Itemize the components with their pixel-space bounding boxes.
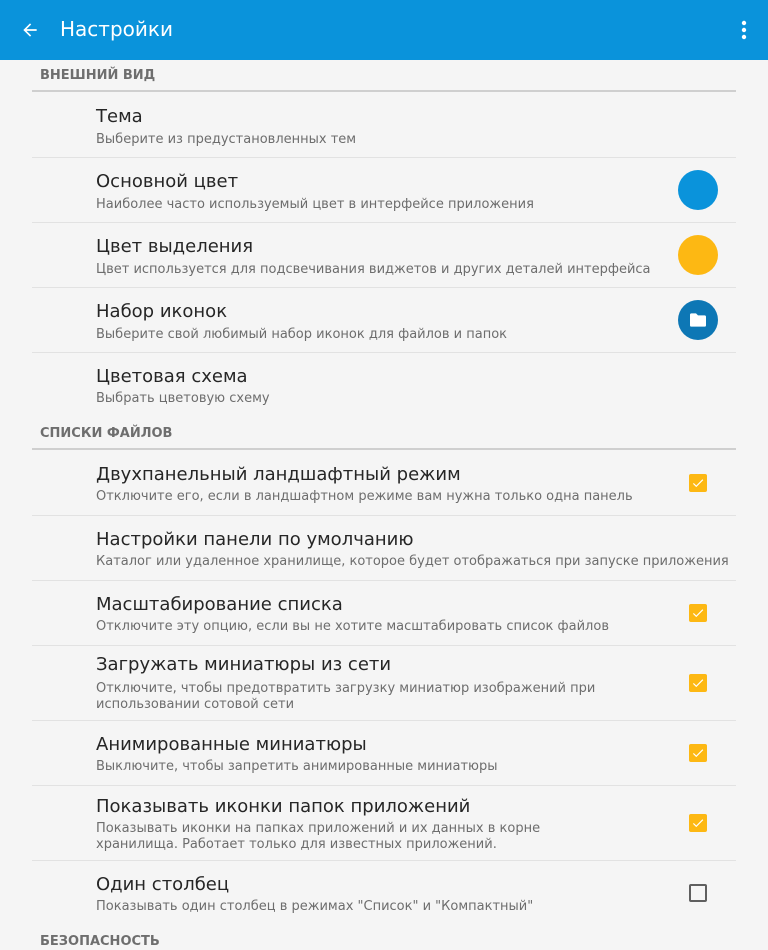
setting-subtitle: Цвет используется для подсвечивания виджетов и других деталей интерфейса [96, 262, 651, 277]
setting-title: Цветовая схема [96, 366, 248, 387]
icon-set-preview[interactable] [678, 300, 718, 340]
setting-title: Масштабирование списка [96, 594, 343, 615]
setting-subtitle: Выбрать цветовую схему [96, 391, 270, 406]
setting-list-scaling[interactable] [32, 580, 736, 646]
setting-animated-thumbnails[interactable] [32, 720, 736, 786]
setting-network-thumbnails[interactable] [32, 645, 736, 721]
setting-subtitle: Выберите свой любимый набор иконок для файлов и папок [96, 327, 508, 342]
folder-icon [690, 313, 706, 327]
checkbox-unchecked[interactable] [689, 884, 707, 902]
setting-title: Тема [96, 106, 143, 127]
page-title: Настройки [60, 17, 173, 41]
section-header-appearance: ВНЕШНИЙ ВИД [40, 68, 156, 83]
setting-dual-pane-landscape[interactable] [32, 450, 736, 516]
section-header-security: БЕЗОПАСНОСТЬ [40, 934, 160, 949]
setting-title: Один столбец [96, 874, 230, 895]
check-icon [691, 606, 705, 620]
setting-title: Анимированные миниатюры [96, 734, 367, 755]
setting-subtitle: Показывать иконки на папках приложений и их данных в корне хранилища. Работает только для известных приложений. [96, 821, 541, 852]
setting-single-column[interactable] [32, 860, 736, 926]
checkbox-checked[interactable] [689, 674, 707, 692]
setting-subtitle: Выберите из предустановленных тем [96, 132, 357, 147]
checkbox-checked[interactable] [689, 604, 707, 622]
app-bar [0, 0, 768, 60]
setting-title: Цвет выделения [96, 236, 254, 257]
checkbox-checked[interactable] [689, 474, 707, 492]
arrow-back-icon [20, 20, 40, 40]
setting-subtitle: Показывать один столбец в режимах "Список" и "Компактный" [96, 899, 534, 914]
check-icon [691, 746, 705, 760]
setting-subtitle: Отключите его, если в ландшафтном режиме вам нужна только одна панель [96, 489, 633, 504]
setting-subtitle: Выключите, чтобы запретить анимированные миниатюры [96, 759, 498, 774]
setting-subtitle: Каталог или удаленное хранилище, которое будет отображаться при запуске приложения [96, 554, 729, 569]
check-icon [691, 476, 705, 490]
checkbox-checked[interactable] [689, 814, 707, 832]
setting-subtitle: Наиболее часто используемый цвет в интерфейсе приложения [96, 197, 534, 212]
checkbox-checked[interactable] [689, 744, 707, 762]
setting-primary-color[interactable] [32, 157, 736, 223]
setting-icon-set[interactable] [32, 287, 736, 353]
check-icon [691, 676, 705, 690]
setting-title: Основной цвет [96, 171, 239, 192]
setting-color-scheme[interactable] [32, 352, 736, 416]
overflow-menu-button[interactable] [730, 12, 758, 48]
setting-title: Двухпанельный ландшафтный режим [96, 464, 461, 485]
setting-subtitle: Отключите, чтобы предотвратить загрузку миниатюр изображений при использовании сотовой сети [96, 681, 596, 712]
primary-color-swatch[interactable] [678, 170, 718, 210]
setting-theme[interactable] [32, 92, 736, 158]
section-header-file-lists: СПИСКИ ФАЙЛОВ [40, 426, 173, 441]
setting-subtitle: Отключите эту опцию, если вы не хотите масштабировать список файлов [96, 619, 609, 634]
setting-title: Загружать миниатюры из сети [96, 654, 392, 675]
check-icon [691, 816, 705, 830]
back-button[interactable] [12, 12, 48, 48]
accent-color-swatch[interactable] [678, 235, 718, 275]
setting-app-folder-icons[interactable] [32, 785, 736, 861]
setting-title: Показывать иконки папок приложений [96, 796, 471, 817]
setting-default-panel[interactable] [32, 515, 736, 581]
setting-accent-color[interactable] [32, 222, 736, 288]
setting-title: Набор иконок [96, 301, 228, 322]
more-vert-icon [741, 20, 747, 40]
setting-title: Настройки панели по умолчанию [96, 529, 414, 550]
